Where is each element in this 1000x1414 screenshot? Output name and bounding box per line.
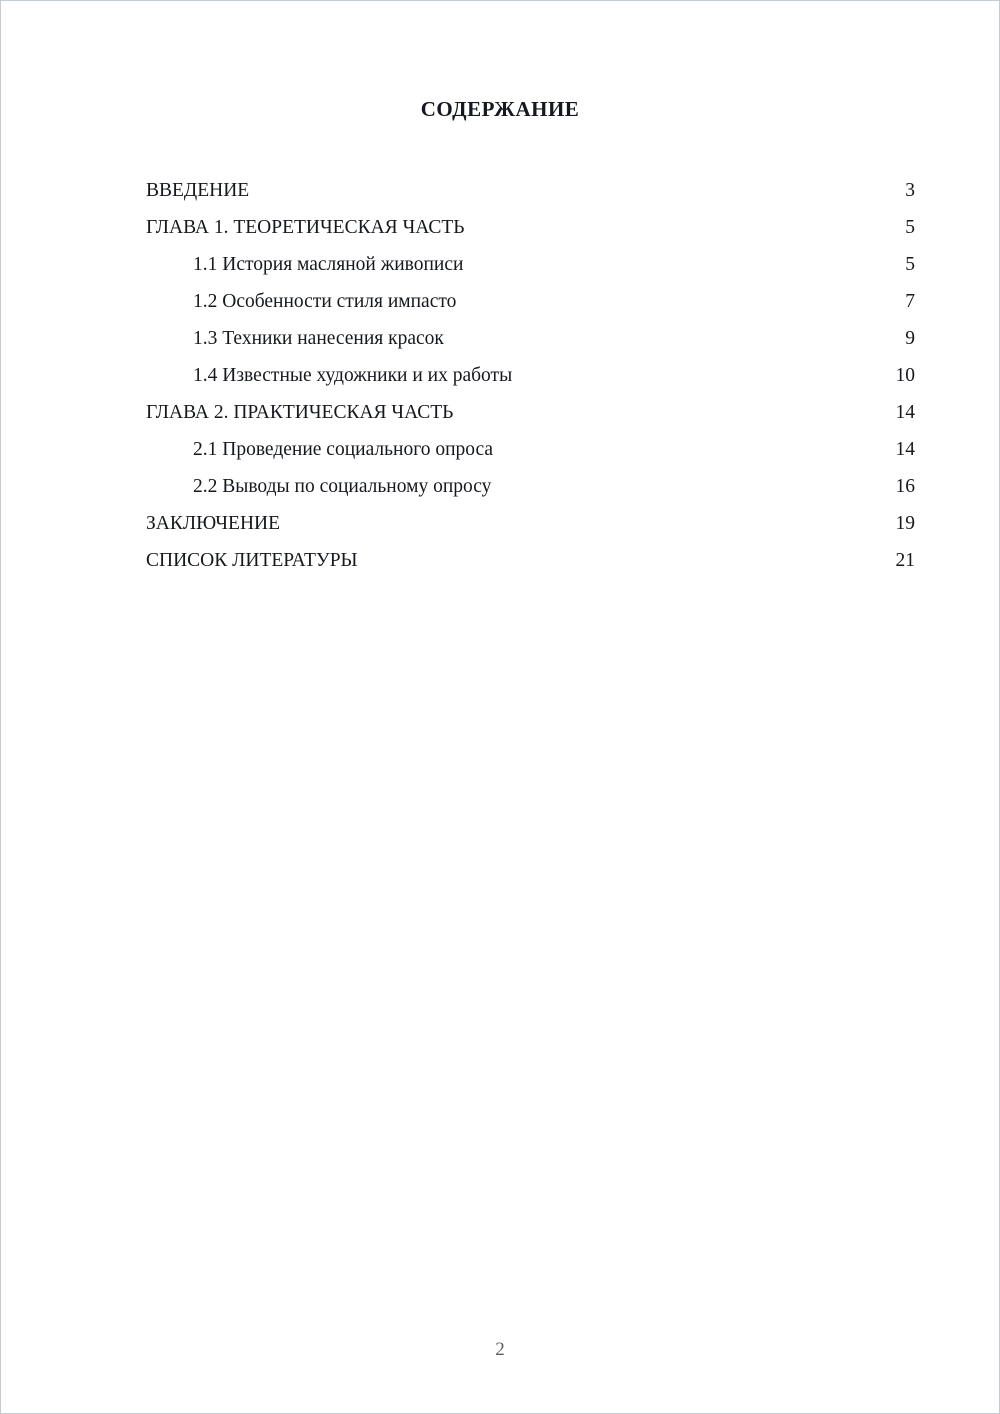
toc-entry-page: 7 — [905, 291, 915, 312]
toc-entry-label: ГЛАВА 1. ТЕОРЕТИЧЕСКАЯ ЧАСТЬ — [146, 217, 465, 238]
toc-entry-page: 21 — [895, 550, 915, 571]
toc-entry-page: 3 — [905, 180, 915, 201]
toc-entry-label: ГЛАВА 2. ПРАКТИЧЕСКАЯ ЧАСТЬ — [146, 402, 454, 423]
toc-entry-page: 10 — [895, 365, 915, 386]
toc-entry-label: ВВЕДЕНИЕ — [146, 180, 250, 201]
toc-entry-page: 16 — [895, 476, 915, 497]
toc-entry-label: ЗАКЛЮЧЕНИЕ — [146, 513, 281, 534]
toc-entry — [146, 209, 915, 246]
table-of-contents — [1, 172, 999, 579]
toc-entry — [146, 283, 915, 320]
toc-entry-page: 14 — [895, 439, 915, 460]
toc-entry-page: 5 — [905, 254, 915, 275]
toc-entry — [146, 246, 915, 283]
toc-entry-page: 9 — [905, 328, 915, 349]
toc-entry-label: 2.1 Проведение социального опроса — [193, 439, 494, 460]
toc-entry — [146, 394, 915, 431]
toc-entry-label: 1.4 Известные художники и их работы — [193, 365, 513, 386]
toc-entry-page: 19 — [895, 513, 915, 534]
footer-page-number: 2 — [495, 1339, 505, 1360]
toc-entry-label: 2.2 Выводы по социальному опросу — [193, 476, 492, 497]
toc-entry-page: 5 — [905, 217, 915, 238]
toc-entry — [146, 542, 915, 579]
toc-entry-label: СПИСОК ЛИТЕРАТУРЫ — [146, 550, 358, 571]
toc-entry-label: 1.3 Техники нанесения красок — [193, 328, 444, 349]
toc-entry-label: 1.2 Особенности стиля импасто — [193, 291, 457, 312]
toc-entry — [146, 320, 915, 357]
toc-entry-page: 14 — [895, 402, 915, 423]
toc-entry — [146, 357, 915, 394]
toc-entry — [146, 431, 915, 468]
toc-entry — [146, 172, 915, 209]
page-title: СОДЕРЖАНИЕ — [420, 97, 580, 121]
toc-entry-label: 1.1 История масляной живописи — [193, 254, 464, 275]
toc-entry — [146, 505, 915, 542]
toc-entry — [146, 468, 915, 505]
